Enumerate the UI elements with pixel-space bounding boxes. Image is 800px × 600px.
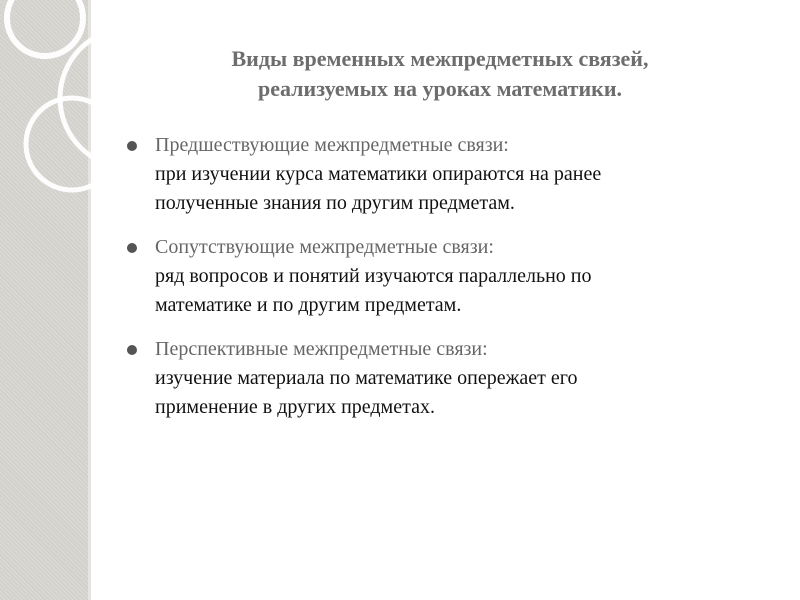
bullet-heading: Предшествующие межпредметные связи:	[155, 134, 509, 156]
bullet-text-line: применение в других предметах.	[155, 396, 435, 418]
bullet-text-line: изучение материала по математике опережает его	[155, 367, 578, 389]
bullet-item-preceding	[127, 131, 747, 218]
bullet-text-line: математике и по другим предметам.	[155, 294, 462, 316]
bullet-dot-icon	[127, 141, 137, 151]
deco-circle-medium	[26, 98, 118, 190]
bullet-dot-icon	[127, 243, 137, 253]
deco-circle-small	[7, 0, 83, 56]
bullet-item-concurrent	[127, 233, 747, 320]
bullet-heading: Перспективные межпредметные связи:	[155, 338, 488, 360]
bullet-text-line: ряд вопросов и понятий изучаются параллельно по	[155, 265, 592, 287]
bullet-heading: Сопутствующие межпредметные связи:	[155, 236, 494, 258]
bullet-list	[127, 131, 747, 437]
bullet-item-prospective	[127, 335, 747, 422]
slide-title	[170, 44, 710, 104]
bullet-dot-icon	[127, 345, 137, 355]
title-line-1: Виды временных межпредметных связей,	[231, 46, 649, 71]
title-line-2: реализуемых на уроках математики.	[257, 76, 623, 101]
bullet-text-line: полученные знания по другим предметам.	[155, 192, 515, 214]
bullet-text-line: при изучении курса математики опираются на ранее	[155, 163, 602, 185]
